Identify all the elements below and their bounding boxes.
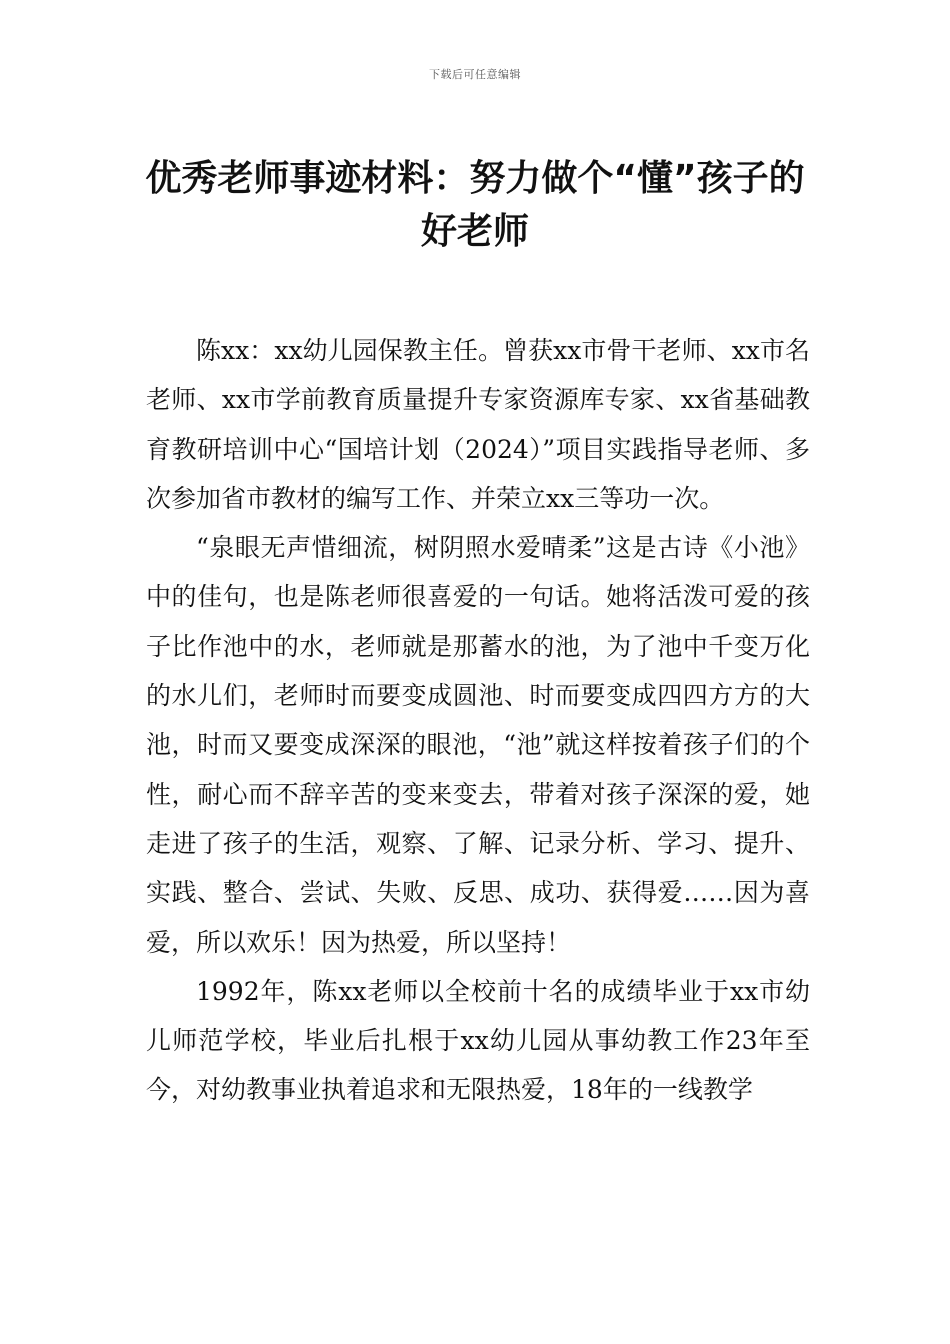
document-title: 优秀老师事迹材料：努力做个“懂”孩子的好老师 [145,158,805,252]
document-body [146,326,810,1115]
page-header-note: 下载后可任意编辑 [429,68,521,81]
paragraph-career: 1992年，陈xx老师以全校前十名的成绩毕业于xx市幼儿师范学校，毕业后扎根于xx幼儿园从事幼教工作23年至今，对幼教事业执着追求和无限热爱，18年的一线教学 [146,976,810,1105]
paragraph-poem: “泉眼无声惜细流，树阴照水爱晴柔”这是古诗《小池》中的佳句，也是陈老师很喜爱的一句话。她将活泼可爱的孩子比作池中的水，老师就是那蓄水的池，为了池中千变万化的水儿们，老师时而要变成圆池、时而要变成四四方方的大池，时而又要变成深深的眼池，“池”就这样按着孩子们的个性，耐心而不辞辛苦的变来变去，带着对孩子深深的爱，她走进了孩子的生活，观察、了解、记录分析、学习、提升、实践、整合、尝试、失败、反思、成功、获得爱……因为喜爱，所以欢乐！因为热爱，所以坚持！ [146,533,810,957]
paragraph-profile: 陈xx：xx幼儿园保教主任。曾获xx市骨干老师、xx市名老师、xx市学前教育质量提升专家资源库专家、xx省基础教育教研培训中心“国培计划（2024）”项目实践指导老师、多次参加省市教材的编写工作、并荣立xx三等功一次。 [146,336,810,513]
